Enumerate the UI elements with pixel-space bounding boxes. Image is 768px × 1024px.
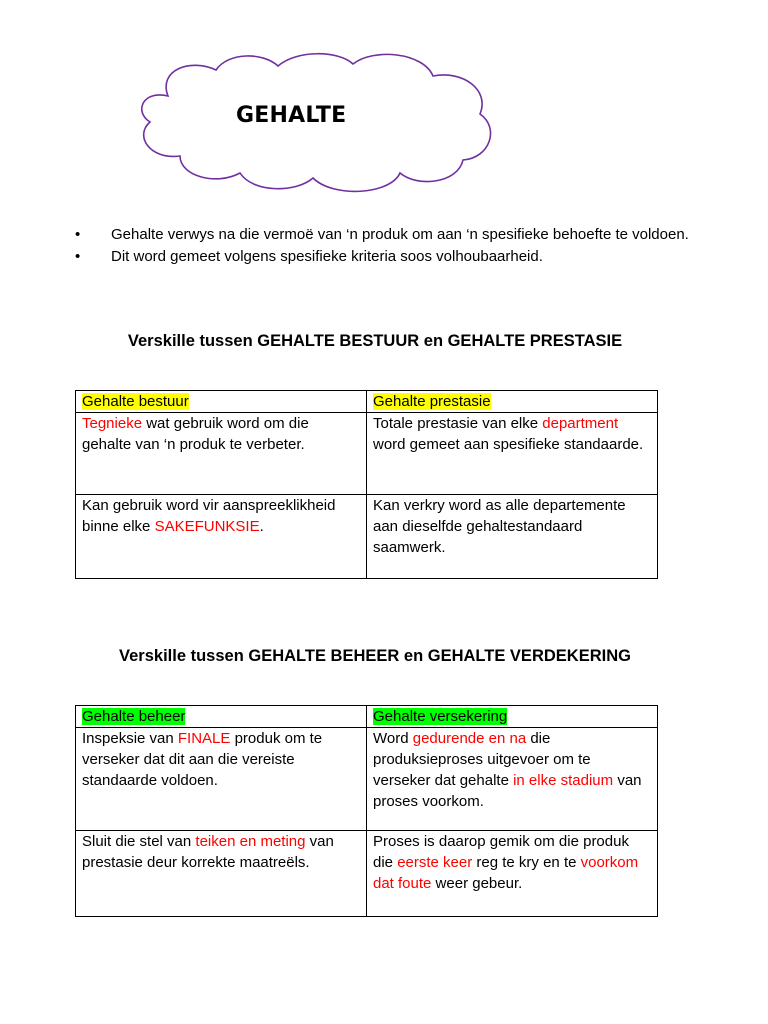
cell-text: reg te kry en te bbox=[472, 854, 581, 871]
column-header: Gehalte versekering bbox=[373, 708, 508, 725]
cell-text: Totale prestasie van elke bbox=[373, 415, 543, 432]
emphasis-text: Tegnieke bbox=[82, 415, 143, 432]
table-header-cell bbox=[76, 391, 367, 413]
table-cell bbox=[367, 413, 658, 495]
bullet-text: Dit word gemeet volgens spesifieke kriteria soos volhoubaarheid. bbox=[111, 248, 543, 265]
cell-text: Kan verkry word as alle departemente aan dieselfde gehaltestandaard saamwerk. bbox=[373, 497, 626, 556]
emphasis-text: voorkom dat foute bbox=[373, 854, 639, 892]
emphasis-text: in elke stadium bbox=[513, 772, 614, 789]
cell-text: Sluit die stel van bbox=[82, 833, 196, 850]
table-cell bbox=[76, 413, 367, 495]
emphasis-text: department bbox=[542, 415, 619, 432]
cell-text: produk om te verseker dat dit aan die vereiste standaarde voldoen. bbox=[82, 730, 323, 789]
bullet-list bbox=[75, 224, 715, 268]
cell-text: Kan gebruik word vir aanspreeklikheid binne elke bbox=[82, 497, 336, 535]
table-header-cell bbox=[367, 706, 658, 728]
list-item bbox=[75, 246, 715, 267]
table-row bbox=[76, 413, 658, 495]
bullet-text: Gehalte verwys na die vermoë van ‘n produk om aan ‘n spesifieke behoefte te voldoen. bbox=[111, 226, 689, 243]
emphasis-text: FINALE bbox=[177, 730, 231, 747]
table-cell bbox=[76, 728, 367, 831]
table-header-row bbox=[76, 706, 658, 728]
cell-text: weer gebeur. bbox=[431, 875, 523, 892]
list-item bbox=[75, 224, 715, 245]
comparison-table bbox=[75, 705, 658, 917]
table-header-row bbox=[76, 391, 658, 413]
page-title: GEHALTE bbox=[236, 103, 347, 128]
column-header: Gehalte beheer bbox=[82, 708, 186, 725]
cell-text: Inspeksie van bbox=[82, 730, 178, 747]
cell-text: Word bbox=[373, 730, 413, 747]
table-row bbox=[76, 495, 658, 579]
emphasis-text: teiken en meting bbox=[195, 833, 306, 850]
table-cell bbox=[76, 831, 367, 917]
table-header-cell bbox=[76, 706, 367, 728]
cell-text: . bbox=[259, 518, 264, 535]
cell-text: van proses voorkom. bbox=[373, 772, 642, 810]
bullet-icon: • bbox=[75, 226, 81, 243]
cell-text: die produksieproses uitgevoer om te verseker dat gehalte bbox=[373, 730, 591, 789]
comparison-table bbox=[75, 390, 658, 579]
cell-text: word gemeet aan spesifieke standaarde. bbox=[373, 436, 644, 453]
table-cell bbox=[367, 728, 658, 831]
table-cell bbox=[76, 495, 367, 579]
table-row bbox=[76, 831, 658, 917]
bullet-icon: • bbox=[75, 248, 81, 265]
emphasis-text: gedurende en na bbox=[412, 730, 527, 747]
section-heading: Verskille tussen GEHALTE BEHEER en GEHALTE VERDEKERING bbox=[119, 647, 631, 665]
table-row bbox=[76, 728, 658, 831]
column-header: Gehalte prestasie bbox=[373, 393, 491, 410]
table-header-cell bbox=[367, 391, 658, 413]
cell-text: Proses is daarop gemik om die produk die bbox=[373, 833, 629, 871]
table-cell bbox=[367, 495, 658, 579]
cell-text: van prestasie deur korrekte maatreëls. bbox=[82, 833, 334, 871]
cell-text: wat gebruik word om die gehalte van ‘n produk te verbeter. bbox=[82, 415, 309, 453]
table-cell bbox=[367, 831, 658, 917]
emphasis-text: eerste keer bbox=[397, 854, 473, 871]
section-heading: Verskille tussen GEHALTE BESTUUR en GEHALTE PRESTASIE bbox=[127, 332, 623, 350]
column-header: Gehalte bestuur bbox=[82, 393, 189, 410]
emphasis-text: SAKEFUNKSIE bbox=[154, 518, 260, 535]
